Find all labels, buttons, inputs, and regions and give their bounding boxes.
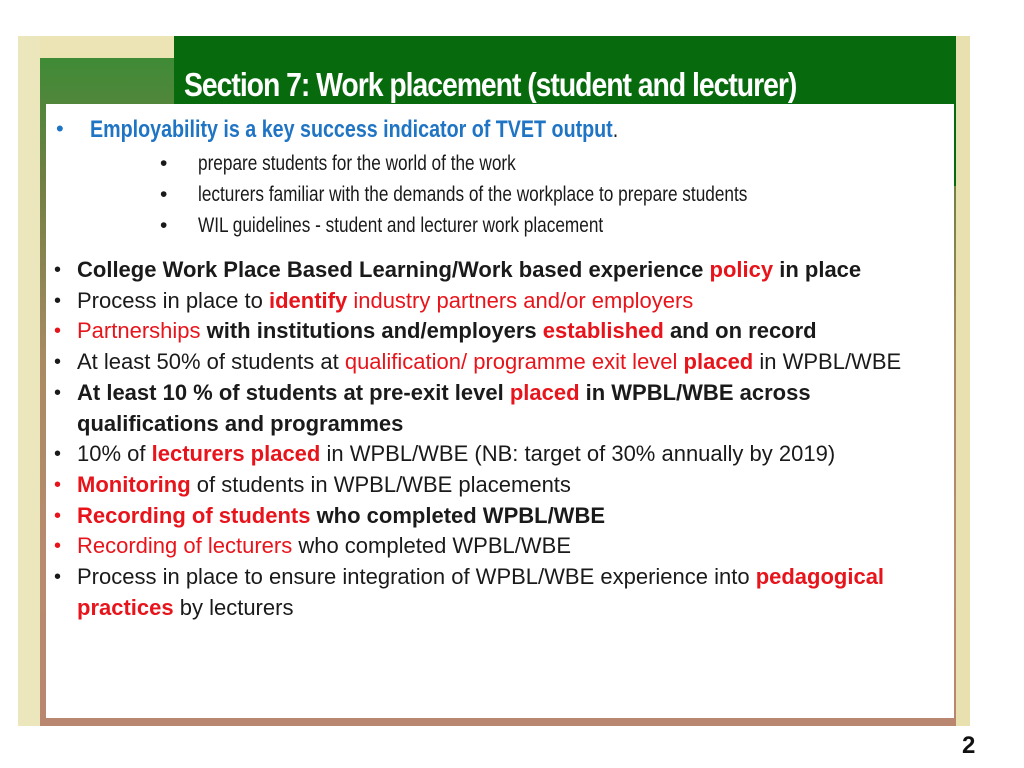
bullet-text-segment: who completed WPBL/WBE [310, 502, 606, 528]
bullet-icon: • [54, 566, 62, 589]
bullet-list-item [54, 470, 944, 501]
bullet-icon: • [54, 351, 62, 374]
bullet-text-segment: and on record [663, 318, 817, 344]
bullet-text-segment: placed [683, 349, 754, 375]
bullet-text-segment: pedagogical practices [77, 564, 885, 620]
page-number: 2 [962, 732, 976, 759]
bullet-text-segment: Recording of lecturers [77, 533, 293, 559]
lead-statement-text: Employability is a key success indicator of TVET output [90, 116, 613, 143]
background-right-strip [956, 36, 970, 726]
bullet-text-segment: of students in WPBL/WBE placements [190, 471, 571, 497]
bullet-text-segment: industry partners and/or employers [347, 287, 694, 313]
bullet-text-segment: Process in place to [77, 287, 269, 313]
bullet-icon: • [54, 535, 62, 558]
bullet-text-segment: established [542, 318, 664, 344]
lead-statement [90, 116, 618, 144]
bullet-icon: • [160, 183, 168, 206]
bullet-text-segment: 10% of [77, 441, 152, 467]
bullet-text-segment: policy [709, 257, 774, 282]
bullet-list-item [54, 255, 944, 286]
bullet-icon: • [54, 289, 62, 312]
lead-bullet: • [56, 116, 64, 141]
bullet-text-segment: with institutions and/employers [200, 318, 543, 344]
bullet-icon: • [54, 259, 62, 281]
bullet-text-segment: in WPBL/WBE across qualifications and programmes [77, 379, 811, 436]
bullet-list-item [54, 286, 944, 317]
bullet-list-item [54, 439, 944, 470]
bullet-text-segment: Process in place to ensure integration of WPBL/WBE experience into [77, 564, 756, 590]
bullet-text-segment: qualification/ programme exit level [344, 349, 684, 375]
bullet-text-segment: in WPBL/WBE [753, 349, 902, 375]
bullet-icon: • [54, 443, 62, 466]
bullet-icon: • [160, 152, 168, 175]
lead-statement-period: . [612, 116, 619, 143]
bullet-text-segment: lecturers placed [151, 441, 321, 467]
bullet-text-segment: placed [509, 379, 580, 405]
bullet-list-item [54, 562, 944, 623]
main-bullet-list [54, 255, 944, 623]
bullet-icon: • [160, 214, 168, 237]
bullet-text-segment: by lecturers [173, 594, 294, 620]
bullet-icon: • [54, 320, 62, 343]
bullet-text-segment: Recording of students [77, 502, 311, 528]
bullet-icon: • [54, 504, 62, 527]
bullet-icon: • [54, 473, 62, 496]
bullet-text-segment: Monitoring [77, 471, 191, 497]
bullet-list-item [54, 347, 944, 378]
bullet-text-segment: At least 10 % of students at pre-exit level [77, 379, 510, 405]
sub-list-item-text: WIL guidelines - student and lecturer work placement [198, 214, 604, 237]
bullet-icon: • [54, 381, 62, 404]
bullet-text-segment: who completed WPBL/WBE [292, 533, 571, 559]
bullet-list-item [54, 378, 944, 439]
bullet-list-item [54, 316, 944, 347]
bullet-text-segment: Partnerships [77, 318, 201, 344]
bullet-text-segment: At least 50% of students at [77, 349, 345, 375]
bullet-text-segment: in WPBL/WBE (NB: target of 30% annually by 2019) [320, 441, 836, 467]
bullet-list-item [54, 531, 944, 562]
bullet-text-segment: identify [268, 287, 348, 313]
slide-title: Section 7: Work placement (student and lecturer) [184, 66, 797, 103]
background-left-strip [18, 36, 40, 726]
sub-list-item-text: prepare students for the world of the work [198, 152, 516, 175]
sub-list-item-text: lecturers familiar with the demands of the workplace to prepare students [198, 183, 748, 206]
bullet-text-segment: College Work Place Based Learning/Work based experience [77, 257, 710, 282]
bullet-text-segment: in place [773, 257, 862, 282]
bullet-list-item [54, 501, 944, 532]
